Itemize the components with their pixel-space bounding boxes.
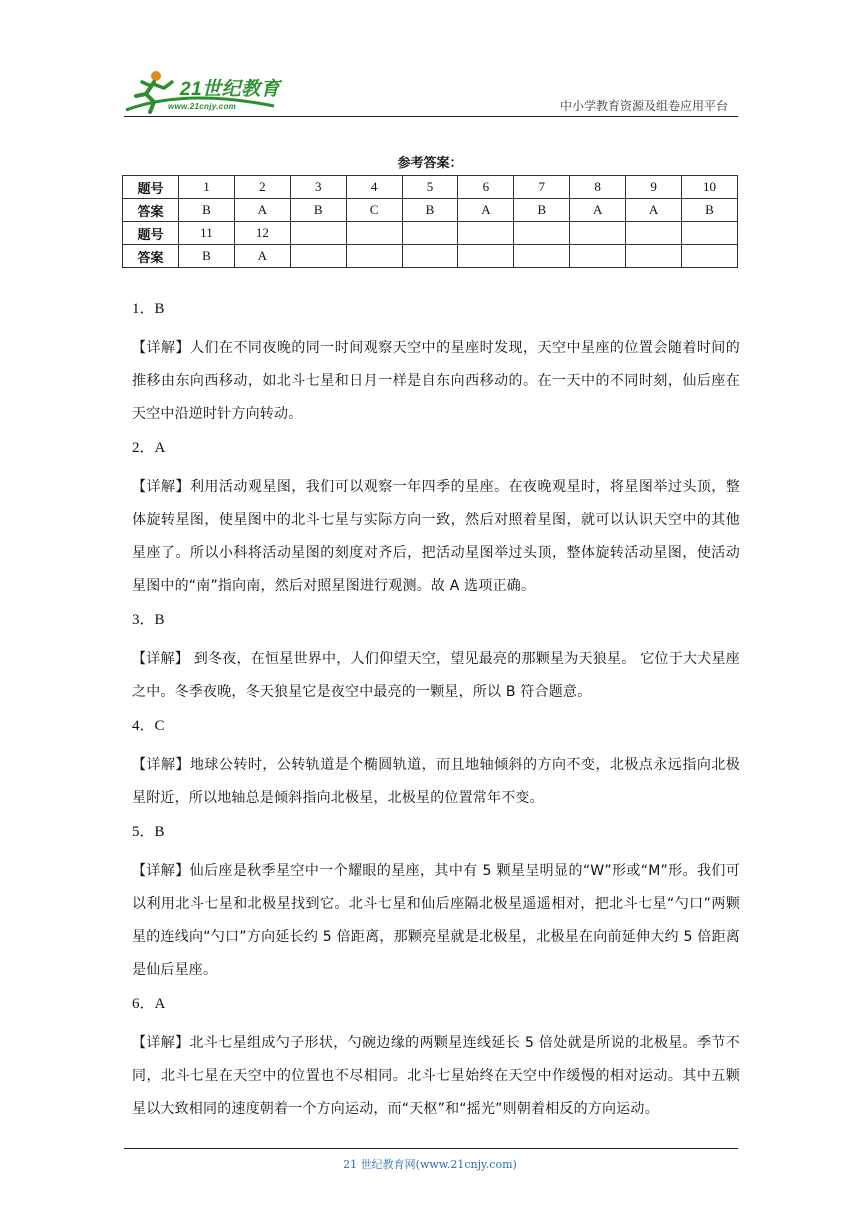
table-cell: A <box>570 199 626 222</box>
table-cell: 3 <box>290 176 346 199</box>
table-cell: 11 <box>179 222 235 245</box>
explanation-item <box>132 715 740 815</box>
table-cell <box>570 245 626 268</box>
table-cell <box>682 245 738 268</box>
detail-body: 利用活动观星图，我们可以观察一年四季的星座。在夜晚观星时，将星图举过头顶，整体旋转星图，使星图中的北斗七星与实际方向一致，然后对照着星图，就可以认识天空中的其他星座了。所以小科将活动星图的刻度对齐后，把活动星图举过头顶，整体旋转活动星图，使活动星图中的“南”指向南，然后对照星图进行观测。故 A 选项正确。 <box>132 479 740 594</box>
table-cell: B <box>682 199 738 222</box>
table-cell <box>402 245 458 268</box>
table-cell: A <box>626 199 682 222</box>
table-cell <box>346 245 402 268</box>
table-cell: B <box>402 199 458 222</box>
detail-body: 北斗七星组成勺子形状，勺碗边缘的两颗星连线延长 5 倍处就是所说的北极星。季节不同，北斗七星在天空中的位置也不尽相同。北斗七星始终在天空中作缓慢的相对运动。其中五颗星以大致相同的速度朝着一个方向运动，而“天枢”和“摇光”则朝着相反的方向运动。 <box>132 1035 740 1117</box>
detail-label: 【详解】 <box>132 651 190 667</box>
table-cell: A <box>234 245 290 268</box>
table-cell <box>290 245 346 268</box>
table-cell: 1 <box>179 176 235 199</box>
table-cell: 10 <box>682 176 738 199</box>
row-label: 题号 <box>123 222 179 245</box>
table-cell: A <box>458 199 514 222</box>
table-cell: 9 <box>626 176 682 199</box>
table-cell <box>570 222 626 245</box>
detail-label: 【详解】 <box>132 340 190 356</box>
table-row <box>123 199 738 222</box>
footer-link[interactable]: 21 世纪教育网(www.21cnjy.com) <box>343 1158 517 1171</box>
row-label: 答案 <box>123 199 179 222</box>
table-cell: 2 <box>234 176 290 199</box>
table-cell: B <box>514 199 570 222</box>
row-label: 答案 <box>123 245 179 268</box>
table-cell: 5 <box>402 176 458 199</box>
table-cell: C <box>346 199 402 222</box>
table-cell: 12 <box>234 222 290 245</box>
explanation-text <box>132 749 740 815</box>
table-cell <box>626 245 682 268</box>
explanation-item <box>132 298 740 431</box>
question-answer: 1．B <box>132 301 165 317</box>
explanation-text <box>132 332 740 431</box>
table-cell <box>458 245 514 268</box>
detail-body: 到冬夜，在恒星世界中，人们仰望天空，望见最亮的那颗星为天狼星。 它位于大犬星座之中。冬季夜晚，冬天狼星它是夜空中最亮的一颗星，所以 B 符合题意。 <box>132 651 740 700</box>
footer-divider <box>124 1148 738 1149</box>
table-cell <box>458 222 514 245</box>
question-answer: 5．B <box>132 824 165 840</box>
explanation-item <box>132 821 740 987</box>
logo-wordmark: 21世纪教育 <box>180 79 281 100</box>
table-cell <box>626 222 682 245</box>
detail-label: 【详解】 <box>132 757 190 773</box>
explanation-text <box>132 643 740 709</box>
explanation-item <box>132 993 740 1126</box>
site-logo <box>124 66 294 120</box>
row-label: 题号 <box>123 176 179 199</box>
detail-label: 【详解】 <box>132 863 190 879</box>
table-row <box>123 245 738 268</box>
explanation-text <box>132 855 740 987</box>
explanation-item <box>132 437 740 603</box>
table-cell <box>514 222 570 245</box>
logo-url: www.21cnjy.com <box>168 102 237 111</box>
question-answer: 3．B <box>132 612 165 628</box>
table-cell <box>346 222 402 245</box>
detail-body: 人们在不同夜晚的同一时间观察天空中的星座时发现，天空中星座的位置会随着时间的推移由东向西移动，如北斗七星和日月一样是自东向西移动的。在一天中的不同时刻，仙后座在天空中沿逆时针方向转动。 <box>132 340 740 422</box>
table-cell: B <box>179 245 235 268</box>
explanation-item <box>132 609 740 709</box>
table-row <box>123 222 738 245</box>
table-cell: 4 <box>346 176 402 199</box>
table-cell: 6 <box>458 176 514 199</box>
explanation-text <box>132 1027 740 1126</box>
table-cell: B <box>290 199 346 222</box>
header-divider <box>124 116 738 117</box>
question-answer: 2．A <box>132 440 166 456</box>
table-cell: 8 <box>570 176 626 199</box>
table-row <box>123 176 738 199</box>
table-cell: 7 <box>514 176 570 199</box>
table-cell <box>514 245 570 268</box>
answers-title: 参考答案： <box>397 156 463 171</box>
detail-label: 【详解】 <box>132 1035 190 1051</box>
detail-label: 【详解】 <box>132 479 190 495</box>
question-answer: 6．A <box>132 996 166 1012</box>
table-cell: B <box>179 199 235 222</box>
detail-body: 仙后座是秋季星空中一个耀眼的星座，其中有 5 颗星呈明显的“W”形或“M”形。我们可以利用北斗七星和北极星找到它。北斗七星和仙后座隔北极星遥遥相对，把北斗七星“勺口”两颗星的连线向“勺口”方向延长约 5 倍距离，那颗亮星就是北极星，北极星在向前延伸大约 5 倍距离是仙后星座。 <box>132 863 740 978</box>
table-cell <box>290 222 346 245</box>
table-cell <box>402 222 458 245</box>
table-cell <box>682 222 738 245</box>
detail-body: 地球公转时，公转轨道是个椭圆轨道，而且地轴倾斜的方向不变，北极点永远指向北极星附近，所以地轴总是倾斜指向北极星，北极星的位置常年不变。 <box>132 757 740 806</box>
question-answer: 4．C <box>132 718 165 734</box>
explanations <box>132 298 740 1132</box>
header-tagline: 中小学教育资源及组卷应用平台 <box>559 99 728 113</box>
table-cell: A <box>234 199 290 222</box>
explanation-text <box>132 471 740 603</box>
answer-table <box>122 175 738 268</box>
